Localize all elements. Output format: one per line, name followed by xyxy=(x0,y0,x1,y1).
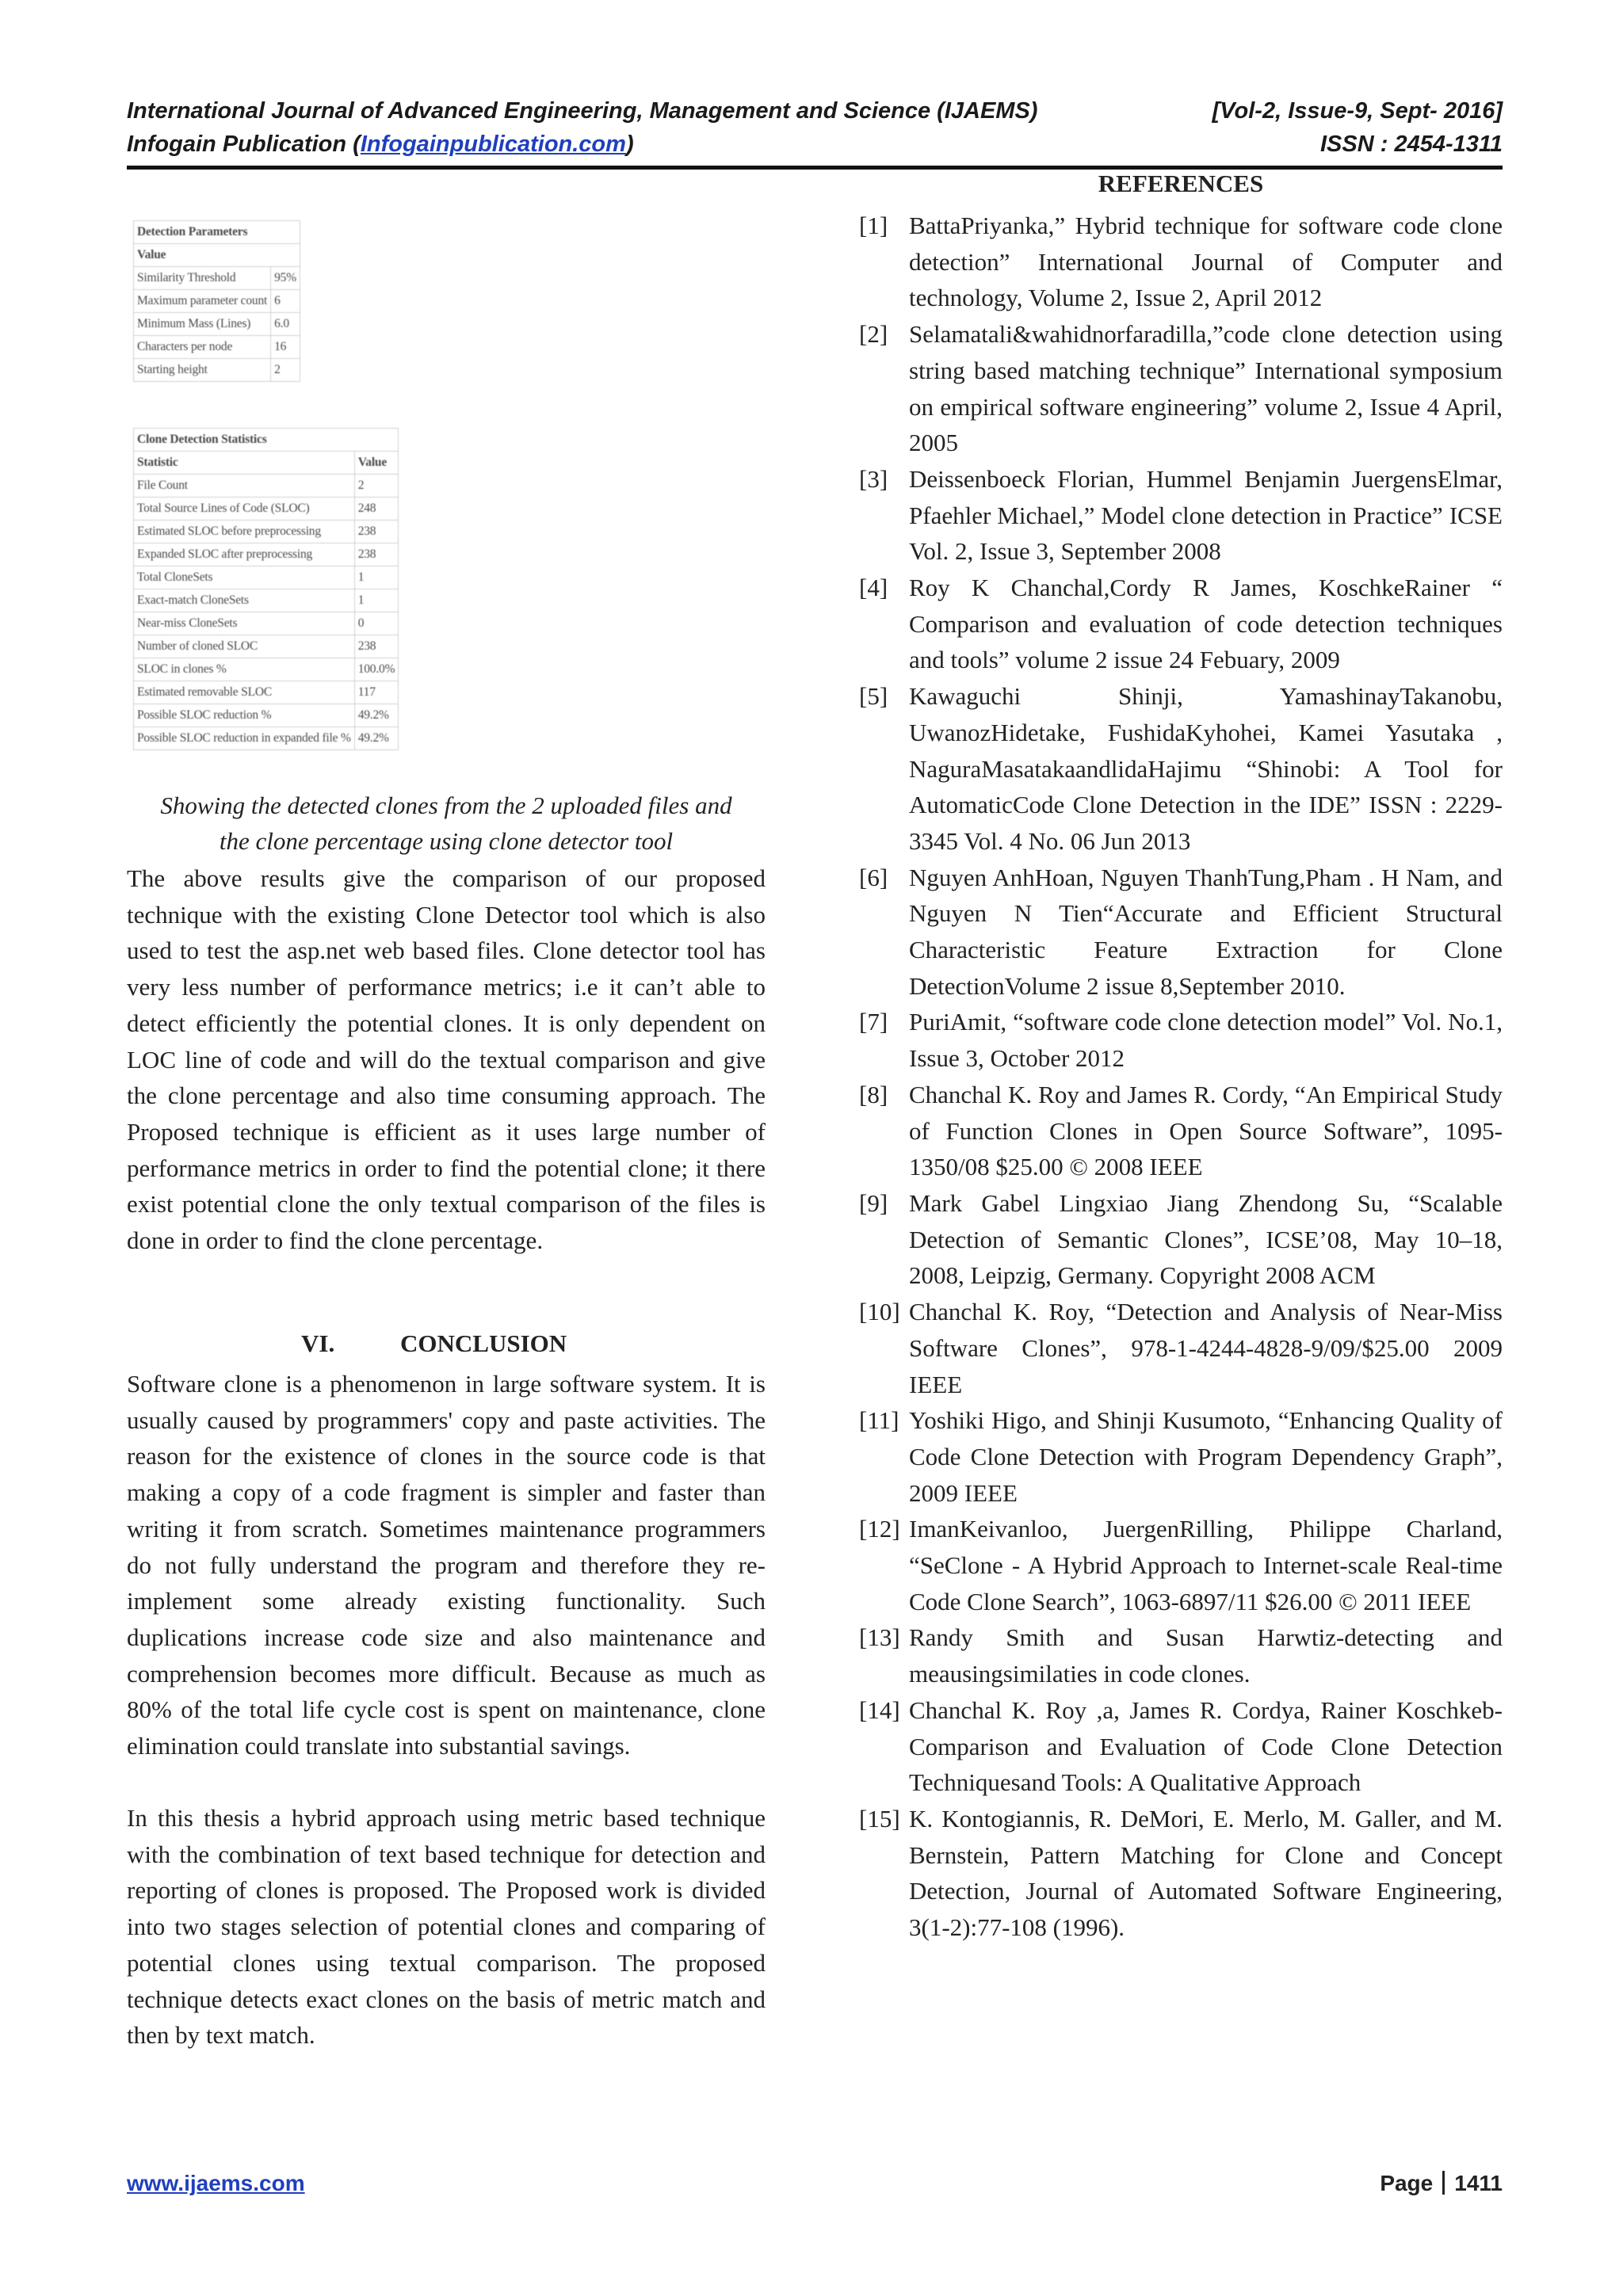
param-label: Maximum parameter count xyxy=(134,290,271,313)
conclusion-paragraph: Software clone is a phenomenon in large software system. It is usually caused by programmers' copy and paste activities. The reason for the existence of clones in the source code is that making a copy of a code fragment is simpler and faster than writing it from scratch. Sometimes maintenance programmers do not fully understand the program and therefore they re-implement some already existing functionality. Such duplications increase code size and also maintenance and comprehension becomes more difficult. Because as much as 80% of the total life cycle cost is spent on maintenance, clone elimination could translate into substantial savings. xyxy=(127,1370,766,1760)
reference-number: [3] xyxy=(859,464,888,493)
reference-item xyxy=(859,1077,1503,1185)
volume-info: [Vol-2, Issue-9, Sept- 2016] xyxy=(1212,98,1503,124)
reference-item xyxy=(859,1619,1503,1691)
table-row xyxy=(134,290,300,313)
reference-text: Deissenboeck Florian, Hummel Benjamin JuergensElmar, Pfaehler Michael,” Model clone detection in Practice” ICSE Vol. 2, Issue 3, September 2008 xyxy=(909,464,1503,566)
stat-label: Exact-match CloneSets xyxy=(134,589,355,612)
reference-item xyxy=(859,1692,1503,1801)
stat-label: Near-miss CloneSets xyxy=(134,612,355,635)
page-label: Page xyxy=(1380,2171,1434,2195)
reference-text: K. Kontogiannis, R. DeMori, E. Merlo, M. Galler, and M. Bernstein, Pattern Matching for Clone and Concept Detection, Journal of Automated Software Engineering, 3(1-2):77-108 (1996). xyxy=(909,1804,1503,1942)
stat-value: 238 xyxy=(354,521,399,543)
table-row xyxy=(134,658,399,681)
stat-label: Possible SLOC reduction in expanded file % xyxy=(134,727,355,750)
stat-label: Total CloneSets xyxy=(134,566,355,589)
detection-parameters-screenshot xyxy=(133,220,300,382)
table-row xyxy=(134,543,399,566)
reference-text: ImanKeivanloo, JuergenRilling, Philippe Charland, “SeClone - A Hybrid Approach to Internet-scale Real-time Code Clone Search”, 1063-6897/11 $26.00 © 2011 IEEE xyxy=(909,1515,1503,1615)
stat-label: Estimated SLOC before preprocessing xyxy=(134,521,355,543)
reference-number: [1] xyxy=(859,212,888,239)
journal-name: International Journal of Advanced Engineering, Management and Science (IJAEMS) xyxy=(127,98,1038,124)
param-label: Minimum Mass (Lines) xyxy=(134,313,271,336)
detection-parameters-subtitle: Value xyxy=(134,244,300,267)
table-row xyxy=(134,475,399,498)
stat-label: Possible SLOC reduction % xyxy=(134,704,355,727)
detection-parameters-table xyxy=(133,220,300,382)
table-row xyxy=(134,313,300,336)
page-indicator xyxy=(1380,2171,1503,2196)
results-paragraph: The above results give the comparison of our proposed technique with the existing Clone Detector tool which is also used to test the asp.net web based files. Clone detector tool has very less number of performance metrics; i.e it can’t able to detect efficiently the potential clones. It is only dependent on LOC line of code and will do the textual comparison and give the clone percentage and also time consuming approach. The Proposed technique is efficient as it uses large number of performance metrics in order to find the potential clone; it there exist potential clone the only textual comparison of the files is done in order to find the clone percentage. xyxy=(127,864,766,1255)
reference-text: Chanchal K. Roy, “Detection and Analysis of Near-Miss Software Clones”, 978-1-4244-4828-9/09/$25.00 2009 IEEE xyxy=(909,1298,1503,1398)
reference-item xyxy=(859,1294,1503,1402)
reference-item xyxy=(859,1402,1503,1511)
table-row xyxy=(134,336,300,359)
reference-text: Chanchal K. Roy and James R. Cordy, “An Empirical Study of Function Clones in Open Source Software”, 1095-1350/08 $25.00 © 2008 IEEE xyxy=(909,1080,1503,1181)
table-row xyxy=(134,566,399,589)
reference-item xyxy=(859,461,1503,570)
table-row xyxy=(134,498,399,521)
stat-value: 2 xyxy=(354,475,399,498)
clone-statistics-title: Clone Detection Statistics xyxy=(134,429,399,452)
param-label: Starting height xyxy=(134,359,271,382)
publisher-link[interactable]: Infogainpublication.com xyxy=(360,132,626,157)
detection-parameters-title: Detection Parameters xyxy=(134,221,300,244)
reference-text: Selamatali&wahidnorfaradilla,”code clone detection using string based matching technique” International symposium on empirical software engineering” volume 2, Issue 4 April, 2005 xyxy=(909,320,1503,457)
reference-item xyxy=(859,1801,1503,1946)
stat-label: Number of cloned SLOC xyxy=(134,635,355,658)
stat-label: Total Source Lines of Code (SLOC) xyxy=(134,498,355,521)
caption-line: the clone percentage using clone detector tool xyxy=(219,827,674,855)
table-row xyxy=(134,521,399,543)
reference-number: [14] xyxy=(859,1695,900,1724)
clone-statistics-table xyxy=(133,428,399,750)
caption-line: Showing the detected clones from the 2 uploaded files and xyxy=(160,791,732,819)
reference-number: [5] xyxy=(859,682,888,711)
page-number: 1411 xyxy=(1454,2171,1503,2195)
reference-item xyxy=(859,570,1503,678)
running-header-top xyxy=(127,98,1503,124)
stat-label: SLOC in clones % xyxy=(134,658,355,681)
stat-value: 248 xyxy=(354,498,399,521)
reference-text: PuriAmit, “software code clone detection model” Vol. No.1, Issue 3, October 2012 xyxy=(909,1008,1503,1073)
table-row xyxy=(134,359,300,382)
reference-item xyxy=(859,860,1503,1005)
references-title: REFERENCES xyxy=(1098,170,1264,197)
reference-number: [13] xyxy=(859,1623,900,1652)
stat-label: File Count xyxy=(134,475,355,498)
table-row xyxy=(134,704,399,727)
reference-text: Yoshiki Higo, and Shinji Kusumoto, “Enhancing Quality of Code Clone Detection with Program Dependency Graph”, 2009 IEEE xyxy=(909,1406,1503,1507)
reference-number: [15] xyxy=(859,1804,900,1833)
reference-text: Randy Smith and Susan Harwtiz-detecting and meausingsimilaties in code clones. xyxy=(909,1623,1503,1688)
table-row xyxy=(134,267,300,290)
stat-value: 117 xyxy=(354,681,399,704)
reference-item xyxy=(859,678,1503,860)
stat-value: 49.2% xyxy=(354,704,399,727)
stat-label: Estimated removable SLOC xyxy=(134,681,355,704)
param-label: Similarity Threshold xyxy=(134,267,271,290)
reference-item xyxy=(859,1004,1503,1076)
page-separator xyxy=(1442,2171,1445,2195)
running-header-bottom xyxy=(127,132,1503,158)
stat-value: 100.0% xyxy=(354,658,399,681)
param-value: 6.0 xyxy=(271,313,300,336)
reference-number: [6] xyxy=(859,863,888,891)
reference-number: [2] xyxy=(859,320,888,349)
reference-item xyxy=(859,208,1503,316)
reference-number: [8] xyxy=(859,1080,888,1108)
clone-statistics-screenshot xyxy=(133,428,399,750)
reference-number: [12] xyxy=(859,1515,900,1543)
reference-text: Chanchal K. Roy ,a, James R. Cordya, Rainer Koschkeb-Comparison and Evaluation of Code Clone Detection Techniquesand Tools: A Qualitative Approach xyxy=(909,1695,1503,1797)
figure-caption xyxy=(127,788,766,859)
column-header: Statistic xyxy=(134,452,355,475)
conclusion-paragraph-2: In this thesis a hybrid approach using metric based technique with the combination of text based technique for detection and reporting of clones is proposed. The Proposed work is divided into two stages selection of potential clones and comparing of potential clones using textual comparison. The proposed technique detects exact clones on the basis of metric match and then by text match. xyxy=(127,1804,766,2050)
reference-number: [11] xyxy=(859,1406,899,1435)
param-label: Characters per node xyxy=(134,336,271,359)
section-number: VI. xyxy=(301,1329,335,1357)
param-value: 2 xyxy=(271,359,300,382)
column-header: Value xyxy=(354,452,399,475)
reference-number: [9] xyxy=(859,1188,888,1217)
table-row xyxy=(134,727,399,750)
stat-value: 49.2% xyxy=(354,727,399,750)
stat-value: 1 xyxy=(354,589,399,612)
param-value: 95% xyxy=(271,267,300,290)
reference-text: Kawaguchi Shinji, YamashinayTakanobu, UwanozHidetake, FushidaKyhohei, Kamei Yasutaka , NaguraMasatakaandlidaHajimu “Shinobi: A Tool for AutomaticCode Clone Detection in the IDE” ISSN : 2229-3345 Vol. 4 No. 06 Jun 2013 xyxy=(909,682,1503,855)
stat-label: Expanded SLOC after preprocessing xyxy=(134,543,355,566)
reference-item xyxy=(859,1511,1503,1619)
stat-value: 238 xyxy=(354,635,399,658)
section-title: CONCLUSION xyxy=(400,1329,567,1357)
stat-value: 1 xyxy=(354,566,399,589)
stat-value: 0 xyxy=(354,612,399,635)
reference-number: [10] xyxy=(859,1298,900,1326)
reference-item xyxy=(859,1185,1503,1294)
reference-text: Mark Gabel Lingxiao Jiang Zhendong Su, “Scalable Detection of Semantic Clones”, ICSE’08, May 10–18, 2008, Leipzig, Germany. Copyright 2008 ACM xyxy=(909,1188,1503,1290)
table-row xyxy=(134,589,399,612)
param-value: 6 xyxy=(271,290,300,313)
stat-value: 238 xyxy=(354,543,399,566)
reference-number: [4] xyxy=(859,574,888,602)
reference-text: Nguyen AnhHoan, Nguyen ThanhTung,Pham . H Nam, and Nguyen N Tien“Accurate and Efficient Structural Characteristic Feature Extraction for Clone DetectionVolume 2 issue 8,September 2010. xyxy=(909,863,1503,1000)
publisher-prefix: Infogain Publication ( xyxy=(127,132,361,157)
param-value: 16 xyxy=(271,336,300,359)
table-row xyxy=(134,681,399,704)
issn: ISSN : 2454-1311 xyxy=(1320,132,1503,157)
reference-text: Roy K Chanchal,Cordy R James, KoschkeRainer “ Comparison and evaluation of code detection techniques and tools” volume 2 issue 24 Febuary, 2009 xyxy=(909,574,1503,674)
publisher-suffix: ) xyxy=(625,132,634,157)
website-link[interactable]: www.ijaems.com xyxy=(127,2171,305,2195)
table-row xyxy=(134,612,399,635)
reference-number: [7] xyxy=(859,1008,888,1036)
table-row xyxy=(134,635,399,658)
reference-item xyxy=(859,316,1503,461)
references-list xyxy=(859,208,1503,1946)
reference-text: BattaPriyanka,” Hybrid technique for software code clone detection” International Journal of Computer and technology, Volume 2, Issue 2, April 2012 xyxy=(909,212,1503,312)
page-footer xyxy=(127,2171,1503,2203)
